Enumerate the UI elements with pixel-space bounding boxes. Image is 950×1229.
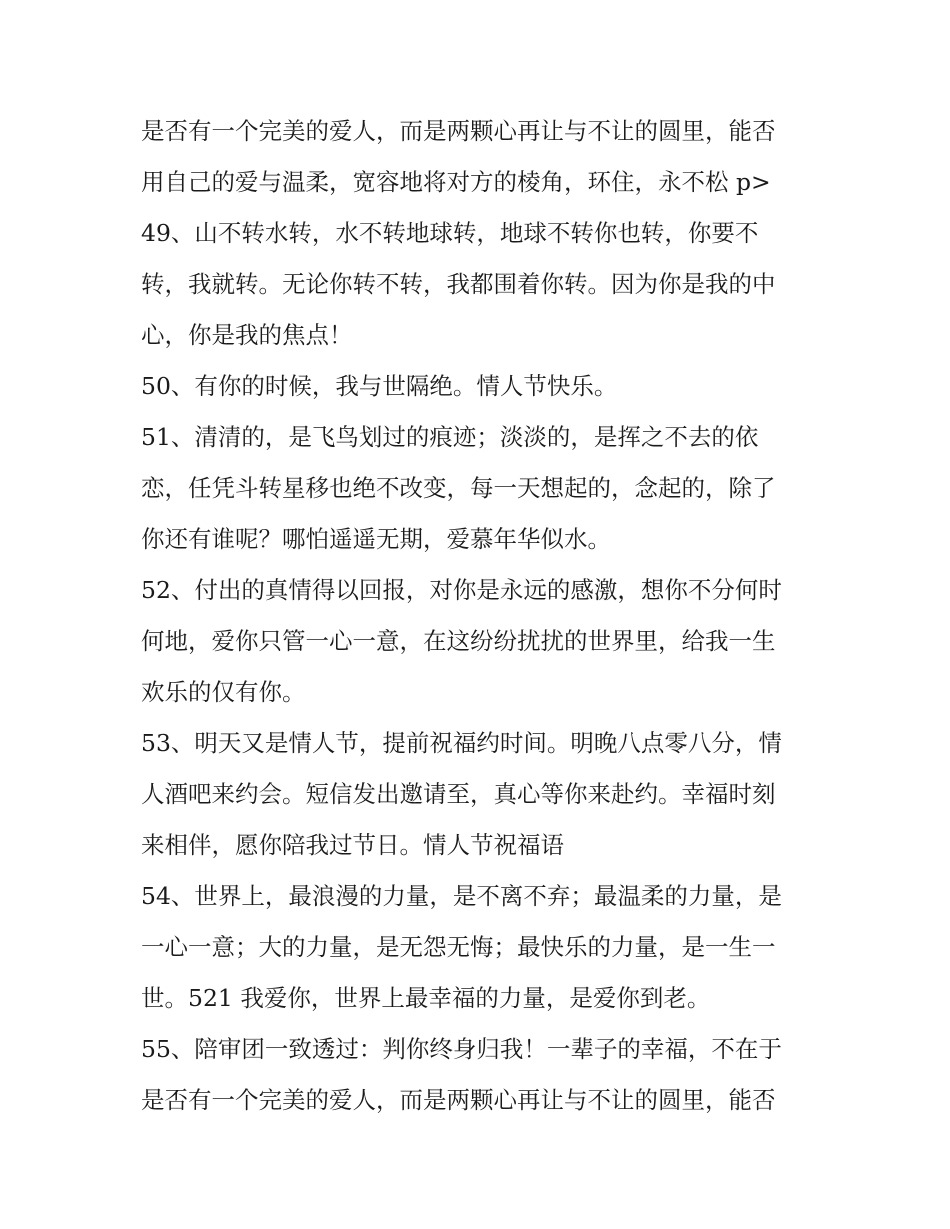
text-line: 心，你是我的焦点！	[141, 321, 353, 349]
text-line: 欢乐的仅有你。	[141, 678, 306, 706]
text-line: 51、清清的，是飞鸟划过的痕迹；淡淡的，是挥之不去的依	[141, 423, 759, 451]
text-line: 用自己的爱与温柔，宽容地将对方的棱角，环住，永不松 p>	[141, 168, 771, 196]
text-line: 53、明天又是情人节，提前祝福约时间。明晚八点零八分，情	[141, 729, 782, 757]
text-line: 转，我就转。无论你转不转，我都围着你转。因为你是我的中	[141, 270, 776, 298]
text-line: 是否有一个完美的爱人，而是两颗心再让与不让的圆里，能否	[141, 1086, 776, 1114]
text-line: 恋，任凭斗转星移也绝不改变，每一天想起的，念起的，除了	[141, 474, 776, 502]
text-line: 来相伴，愿你陪我过节日。情人节祝福语	[141, 831, 564, 859]
text-line: 49、山不转水转，水不转地球转，地球不转你也转，你要不	[141, 219, 759, 247]
text-line: 是否有一个完美的爱人，而是两颗心再让与不让的圆里，能否	[141, 117, 776, 145]
document-body	[141, 106, 821, 1126]
text-line: 人酒吧来约会。短信发出邀请至，真心等你来赴约。幸福时刻	[141, 780, 776, 808]
text-line: 55、陪审团一致透过：判你终身归我！一辈子的幸福，不在于	[141, 1035, 782, 1063]
text-line: 50、有你的时候，我与世隔绝。情人节快乐。	[141, 372, 618, 400]
text-line: 你还有谁呢？哪怕遥遥无期，爱慕年华似水。	[141, 525, 611, 553]
text-line: 52、付出的真情得以回报，对你是永远的感激，想你不分何时	[141, 576, 782, 604]
text-line: 世。521 我爱你，世界上最幸福的力量，是爱你到老。	[141, 984, 711, 1012]
text-line: 一心一意；大的力量，是无怨无悔；最快乐的力量，是一生一	[141, 933, 776, 961]
text-line: 54、世界上，最浪漫的力量，是不离不弃；最温柔的力量，是	[141, 882, 782, 910]
text-line: 何地，爱你只管一心一意，在这纷纷扰扰的世界里，给我一生	[141, 627, 776, 655]
